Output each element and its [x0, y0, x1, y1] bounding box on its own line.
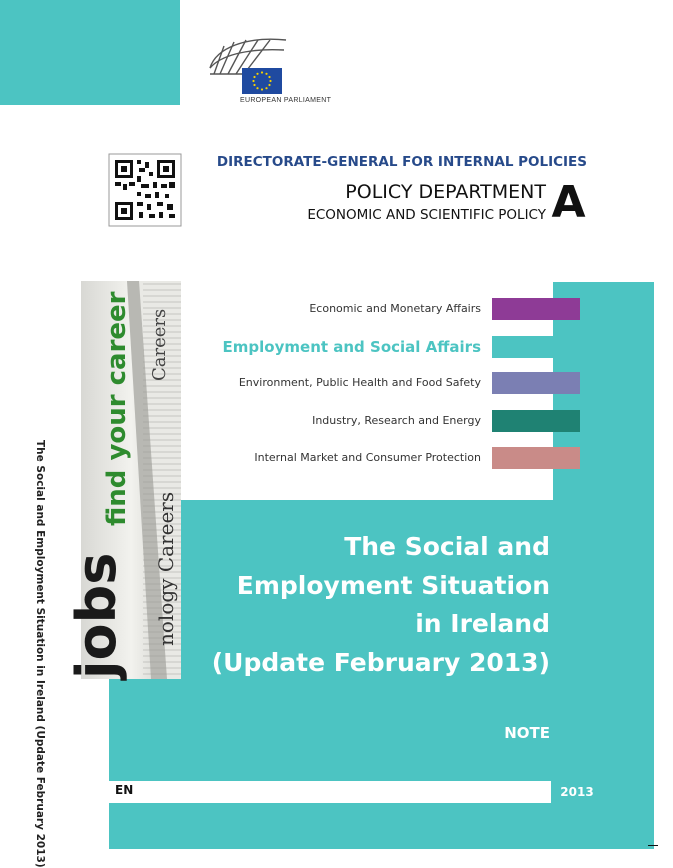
crop-mark [648, 845, 658, 846]
policy-economic-monetary: Economic and Monetary Affairs [309, 302, 481, 315]
policy-employment-social: Employment and Social Affairs [222, 338, 481, 356]
directorate-title: DIRECTORATE-GENERAL FOR INTERNAL POLICIES [216, 154, 587, 170]
institution-name: EUROPEAN PARLIAMENT [240, 97, 332, 104]
document-type: NOTE [504, 724, 550, 742]
policy-internal-market: Internal Market and Consumer Protection [254, 451, 481, 464]
swatch-industry-research [492, 410, 580, 432]
photo-word-careers: Careers [149, 308, 170, 381]
department-letter: A [551, 177, 586, 228]
newspaper-photo [65, 281, 181, 679]
photo-word-nology-careers: nology Careers [154, 491, 178, 646]
photo-word-jobs: jobs [65, 552, 128, 679]
photo-word-find-career: find your career [102, 291, 132, 526]
title-line: Employment Situation [236, 570, 550, 600]
title-line: (Update February 2013) [211, 647, 550, 677]
swatch-employment-social [492, 336, 580, 358]
document-title [181, 528, 550, 682]
qr-code-icon [109, 154, 181, 226]
title-line: in Ireland [415, 609, 550, 638]
swatch-internal-market [492, 447, 580, 469]
title-line: The Social and [344, 532, 550, 561]
publication-year: 2013 [560, 785, 594, 799]
policy-industry-research: Industry, Research and Energy [312, 414, 481, 427]
department-subtitle: ECONOMIC AND SCIENTIFIC POLICY [307, 207, 546, 223]
swatch-environment-health [492, 372, 580, 394]
language-code: EN [115, 783, 134, 797]
swatch-economic-monetary [492, 298, 580, 320]
spine [30, 440, 48, 868]
department-title: POLICY DEPARTMENT [345, 181, 546, 203]
policy-environment-health: Environment, Public Health and Food Safety [238, 376, 481, 389]
top-decor-block [0, 0, 180, 105]
language-bar [109, 781, 551, 803]
spine-title: The Social and Employment Situation in Ireland (Update February 2013) [34, 440, 46, 868]
